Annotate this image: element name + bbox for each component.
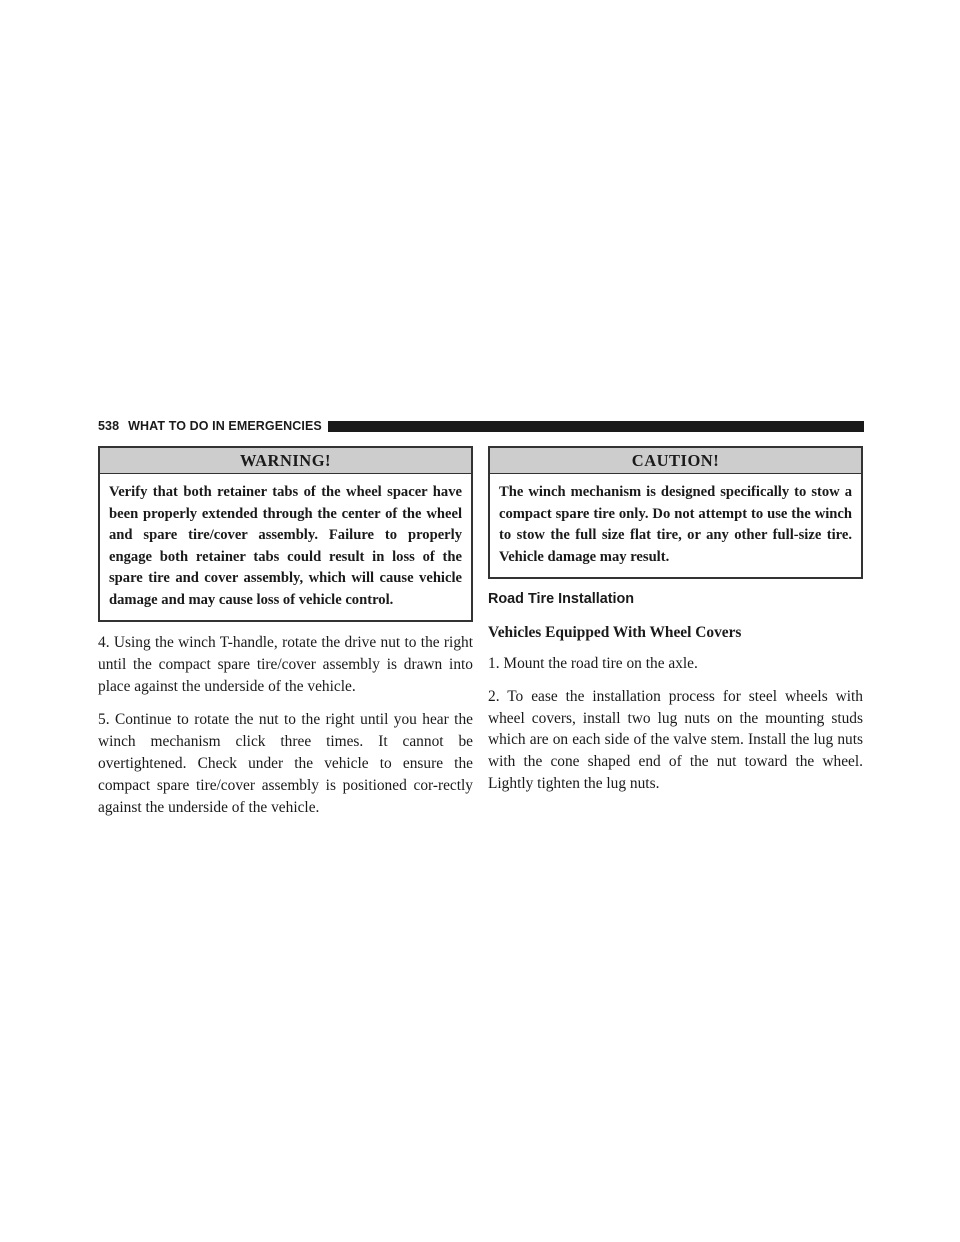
- header-rule: [328, 421, 864, 432]
- page-number: 538: [98, 419, 120, 433]
- step-1-paragraph: 1. Mount the road tire on the axle.: [488, 655, 698, 672]
- caution-body: The winch mechanism is designed specifically to stow a compact spare tire only. Do not attempt to use the winch to stow the full size flat tire, or any other full-size tire. Vehicle damage may result.: [499, 484, 852, 565]
- section-title: WHAT TO DO IN EMERGENCIES: [128, 419, 322, 433]
- section-heading: Road Tire Installation: [488, 591, 635, 607]
- warning-box: [98, 446, 473, 622]
- step-2-paragraph: 2. To ease the installation process for steel wheels with wheel covers, install two lug nuts on the mounting studs which are on each side of the valve stem. Install the lug nuts with the cone shaped end of the nut toward the wheel. Lightly tighten the lug nuts.: [488, 687, 863, 792]
- left-column: [98, 446, 473, 818]
- right-column: [488, 446, 863, 795]
- caution-box: [488, 446, 863, 579]
- caution-title: CAUTION!: [490, 448, 861, 474]
- step-4-paragraph: 4. Using the winch T-handle, rotate the drive nut to the right until the compact spare tire/cover assembly is drawn into place against the underside of the vehicle.: [98, 634, 473, 695]
- sub-heading: Vehicles Equipped With Wheel Covers: [488, 624, 742, 641]
- page-header: [98, 416, 864, 436]
- warning-title: WARNING!: [100, 448, 471, 474]
- warning-body: Verify that both retainer tabs of the wheel spacer have been properly extended through the center of the wheel and spare tire/cover assembly. Failure to properly engage both retainer tabs could result in loss of the spare tire and cover assembly, which will cause vehicle damage and may cause loss of vehicle control.: [109, 484, 462, 608]
- step-5-paragraph: 5. Continue to rotate the nut to the right until you hear the winch mechanism click three times. It cannot be overtightened. Check under the vehicle to ensure the compact spare tire/cover assembly is positioned cor-rectly against the underside of the vehicle.: [98, 711, 473, 816]
